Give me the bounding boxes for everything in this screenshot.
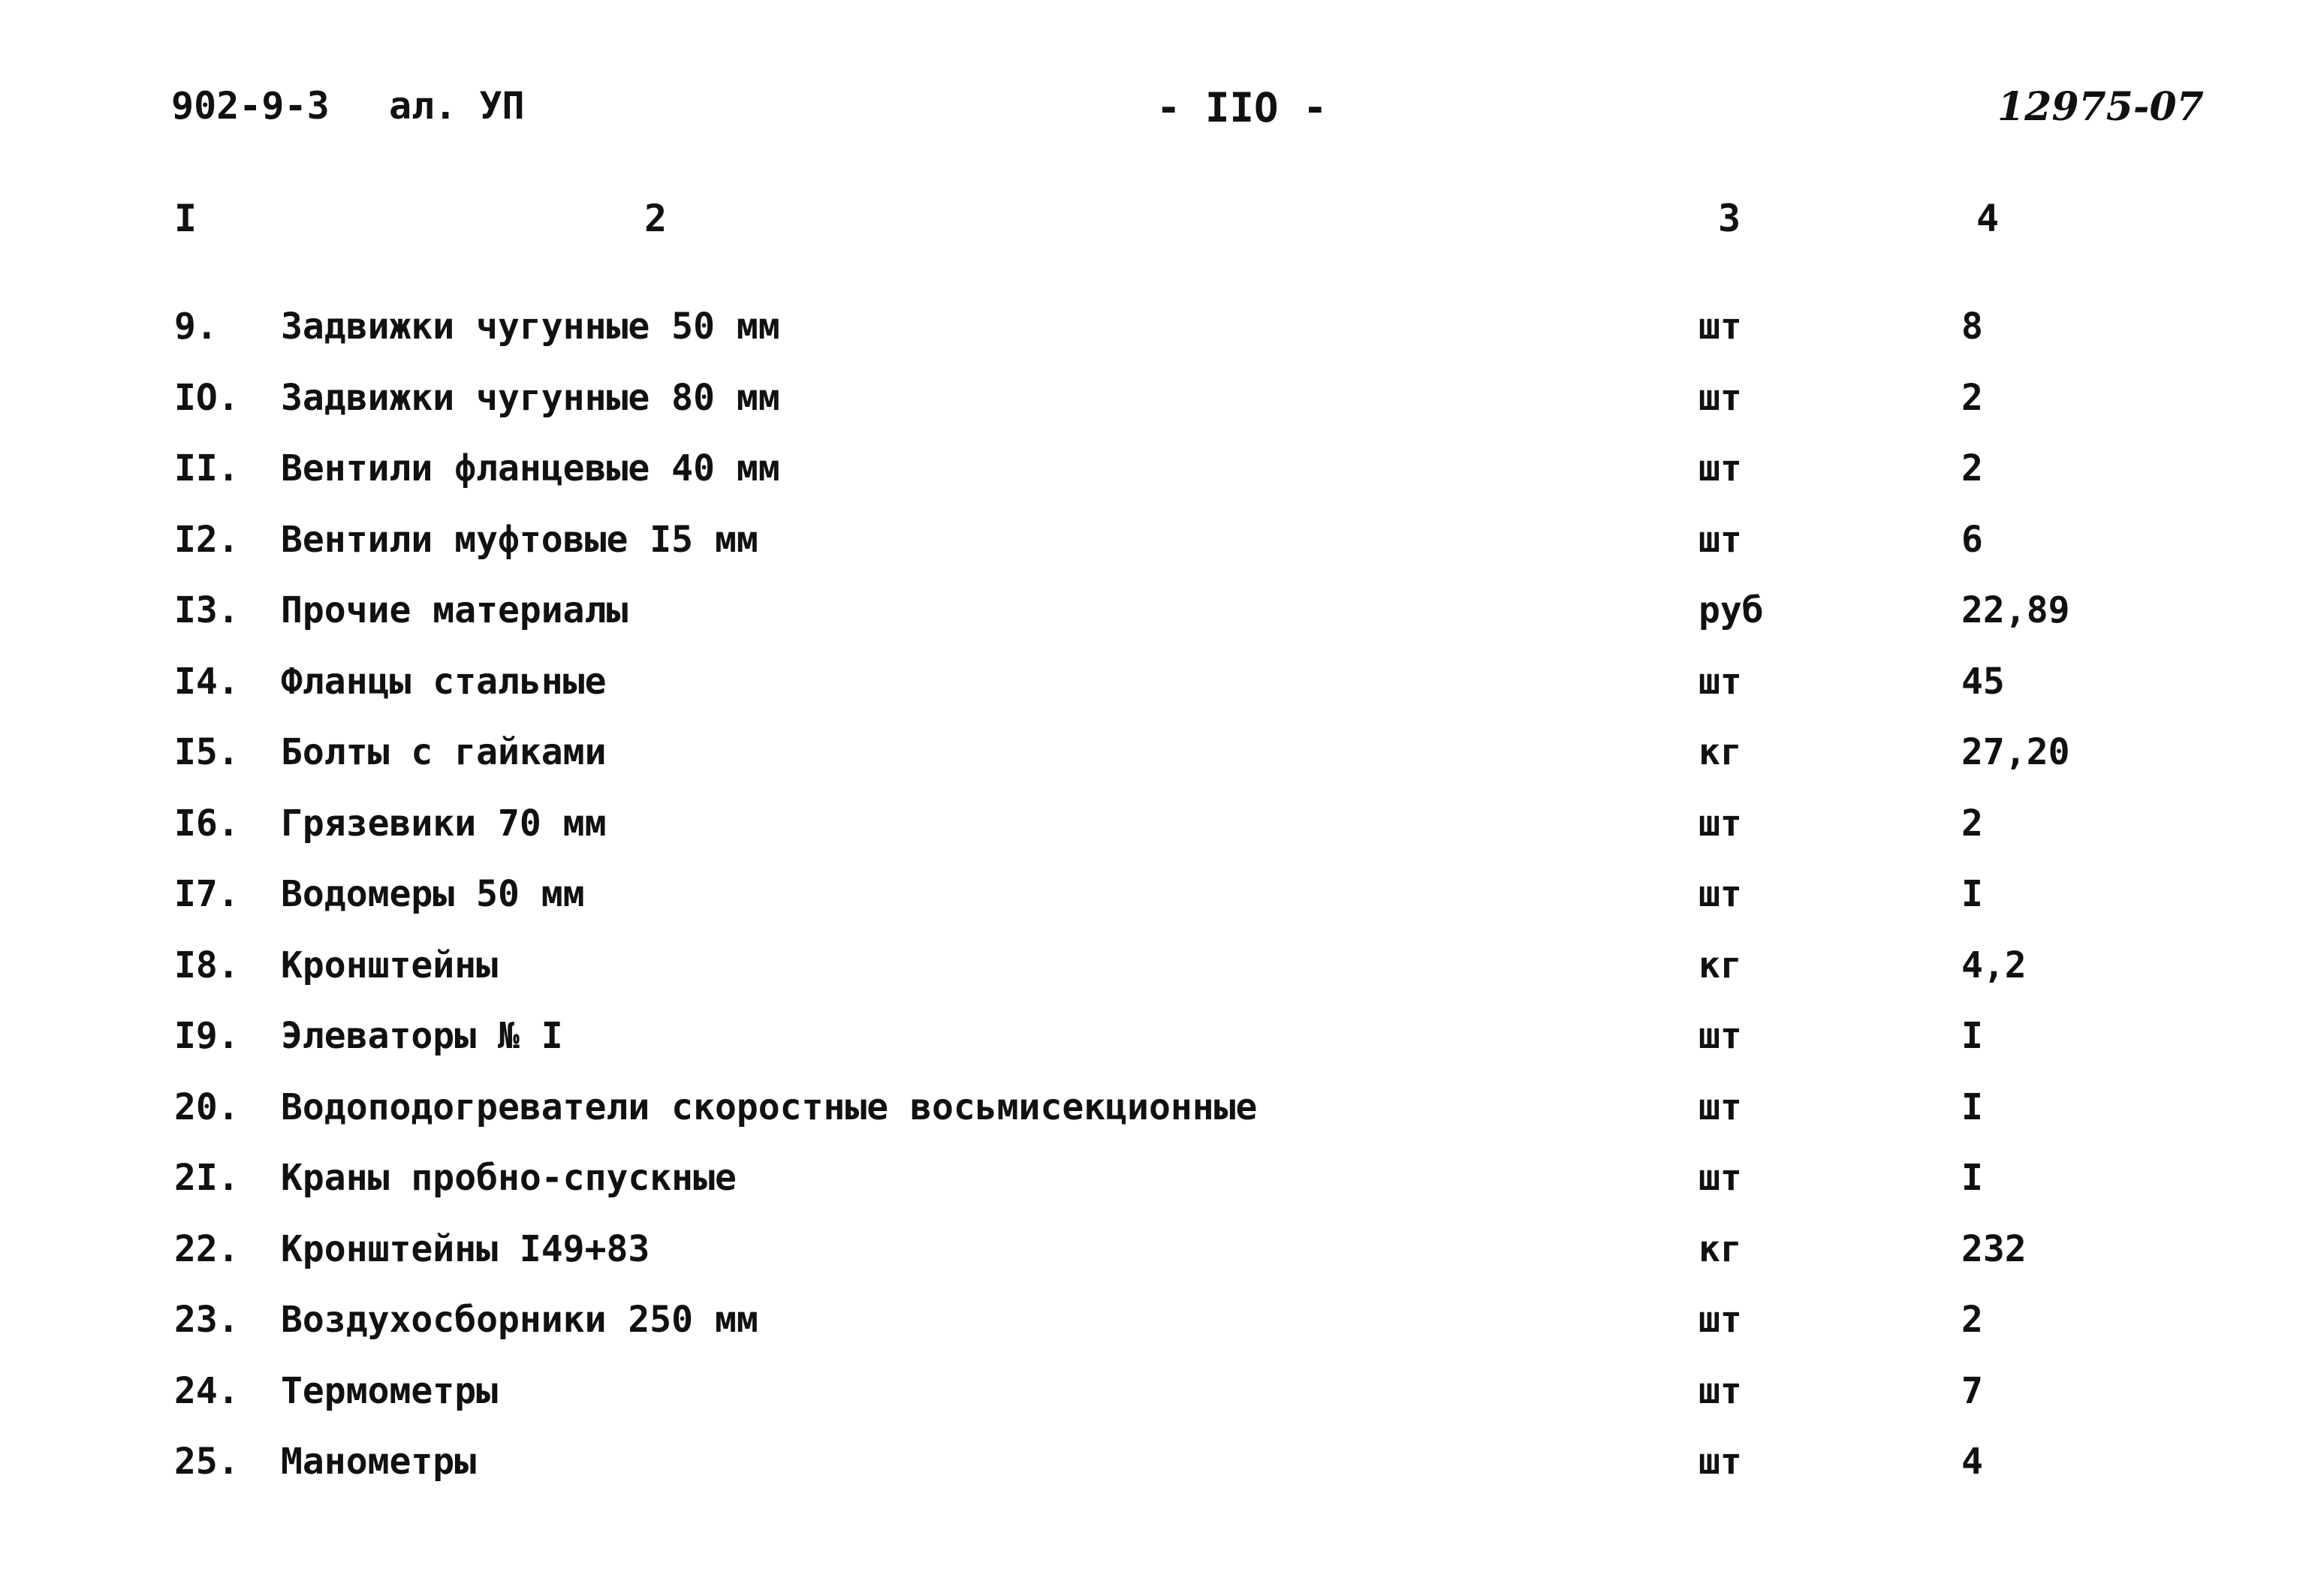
row-number: 23.	[174, 1299, 240, 1341]
table-row	[0, 868, 2324, 939]
item-name: Водомеры 50 мм	[281, 873, 585, 915]
row-number: I4.	[174, 660, 240, 703]
item-name: Воздухосборники 250 мм	[281, 1299, 758, 1341]
page-header	[0, 84, 2324, 144]
item-name: Задвижки чугунные 80 мм	[281, 376, 780, 419]
table-row	[0, 1223, 2324, 1294]
table-row	[0, 513, 2324, 585]
table-row	[0, 797, 2324, 869]
quantity: 2	[1961, 376, 1983, 419]
unit-of-measure: шт	[1699, 306, 1742, 348]
row-number: I9.	[174, 1015, 240, 1057]
table-row	[0, 1293, 2324, 1365]
item-name: Кронштейны	[281, 944, 498, 986]
quantity: 2	[1961, 1299, 1983, 1341]
unit-of-measure: шт	[1699, 1299, 1742, 1341]
row-number: I3.	[174, 589, 240, 631]
item-name: Термометры	[281, 1369, 498, 1412]
quantity: 7	[1961, 1369, 1983, 1412]
unit-of-measure: кг	[1699, 731, 1742, 773]
unit-of-measure: шт	[1699, 447, 1742, 489]
row-number: I5.	[174, 731, 240, 773]
unit-of-measure: шт	[1699, 376, 1742, 419]
unit-of-measure: шт	[1699, 1157, 1742, 1199]
row-number: II.	[174, 447, 240, 489]
table-row	[0, 1435, 2324, 1507]
quantity: 6	[1961, 518, 1983, 561]
column-header-2: 2	[644, 197, 668, 240]
item-name: Фланцы стальные	[281, 660, 607, 703]
unit-of-measure: шт	[1699, 1369, 1742, 1412]
column-header-1: I	[174, 197, 197, 240]
unit-of-measure: шт	[1699, 1086, 1742, 1128]
item-name: Краны пробно-спускные	[281, 1157, 737, 1199]
unit-of-measure: шт	[1699, 873, 1742, 915]
quantity: 2	[1961, 447, 1983, 489]
table-row	[0, 584, 2324, 655]
quantity: I	[1961, 1015, 1983, 1057]
document-code: 902-9-3	[171, 84, 330, 128]
item-name: Задвижки чугунные 50 мм	[281, 306, 780, 348]
item-name: Элеваторы № I	[281, 1015, 563, 1057]
row-number: I6.	[174, 802, 240, 845]
row-number: I8.	[174, 944, 240, 986]
unit-of-measure: руб	[1699, 589, 1764, 631]
item-name: Водоподогреватели скоростные восьмисекционные	[281, 1086, 1258, 1128]
table-row	[0, 300, 2324, 372]
quantity: 8	[1961, 306, 1983, 348]
unit-of-measure: шт	[1699, 660, 1742, 703]
item-name: Грязевики 70 мм	[281, 802, 607, 845]
archive-number: 12975-07	[1997, 84, 2204, 130]
row-number: 24.	[174, 1369, 240, 1412]
column-header-row	[0, 197, 2324, 249]
item-name: Кронштейны I49+83	[281, 1227, 650, 1270]
unit-of-measure: шт	[1699, 518, 1742, 561]
row-number: 20.	[174, 1086, 240, 1128]
column-header-3: 3	[1718, 197, 1741, 240]
table-row	[0, 442, 2324, 513]
row-number: IO.	[174, 376, 240, 419]
item-name: Болты с гайками	[281, 731, 607, 773]
unit-of-measure: шт	[1699, 802, 1742, 845]
table-row	[0, 1365, 2324, 1436]
row-number: I2.	[174, 518, 240, 561]
quantity: I	[1961, 873, 1983, 915]
item-name: Вентили муфтовые I5 мм	[281, 518, 758, 561]
table-row	[0, 655, 2324, 727]
row-number: 22.	[174, 1227, 240, 1270]
table-row	[0, 1152, 2324, 1223]
item-name: Прочие материалы	[281, 589, 628, 631]
row-number: I7.	[174, 873, 240, 915]
unit-of-measure: кг	[1699, 1227, 1742, 1270]
quantity: I	[1961, 1157, 1983, 1199]
table-row	[0, 726, 2324, 797]
column-header-4: 4	[1976, 197, 2000, 240]
table-row	[0, 939, 2324, 1010]
quantity: 45	[1961, 660, 2005, 703]
quantity: 4,2	[1961, 944, 2027, 986]
unit-of-measure: шт	[1699, 1441, 1742, 1483]
album-label: ал. УП	[389, 84, 525, 128]
quantity: I	[1961, 1086, 1983, 1128]
row-number: 9.	[174, 306, 218, 348]
item-name: Манометры	[281, 1441, 477, 1483]
page-number: - IIO -	[1156, 84, 1328, 131]
quantity: 22,89	[1961, 589, 2070, 631]
unit-of-measure: кг	[1699, 944, 1742, 986]
quantity: 2	[1961, 802, 1983, 845]
quantity: 27,20	[1961, 731, 2070, 773]
table-row	[0, 1010, 2324, 1081]
row-number: 25.	[174, 1441, 240, 1483]
quantity: 232	[1961, 1227, 2027, 1270]
unit-of-measure: шт	[1699, 1015, 1742, 1057]
quantity: 4	[1961, 1441, 1983, 1483]
item-name: Вентили фланцевые 40 мм	[281, 447, 780, 489]
materials-table	[0, 300, 2324, 1507]
table-row	[0, 1081, 2324, 1152]
row-number: 2I.	[174, 1157, 240, 1199]
table-row	[0, 372, 2324, 443]
